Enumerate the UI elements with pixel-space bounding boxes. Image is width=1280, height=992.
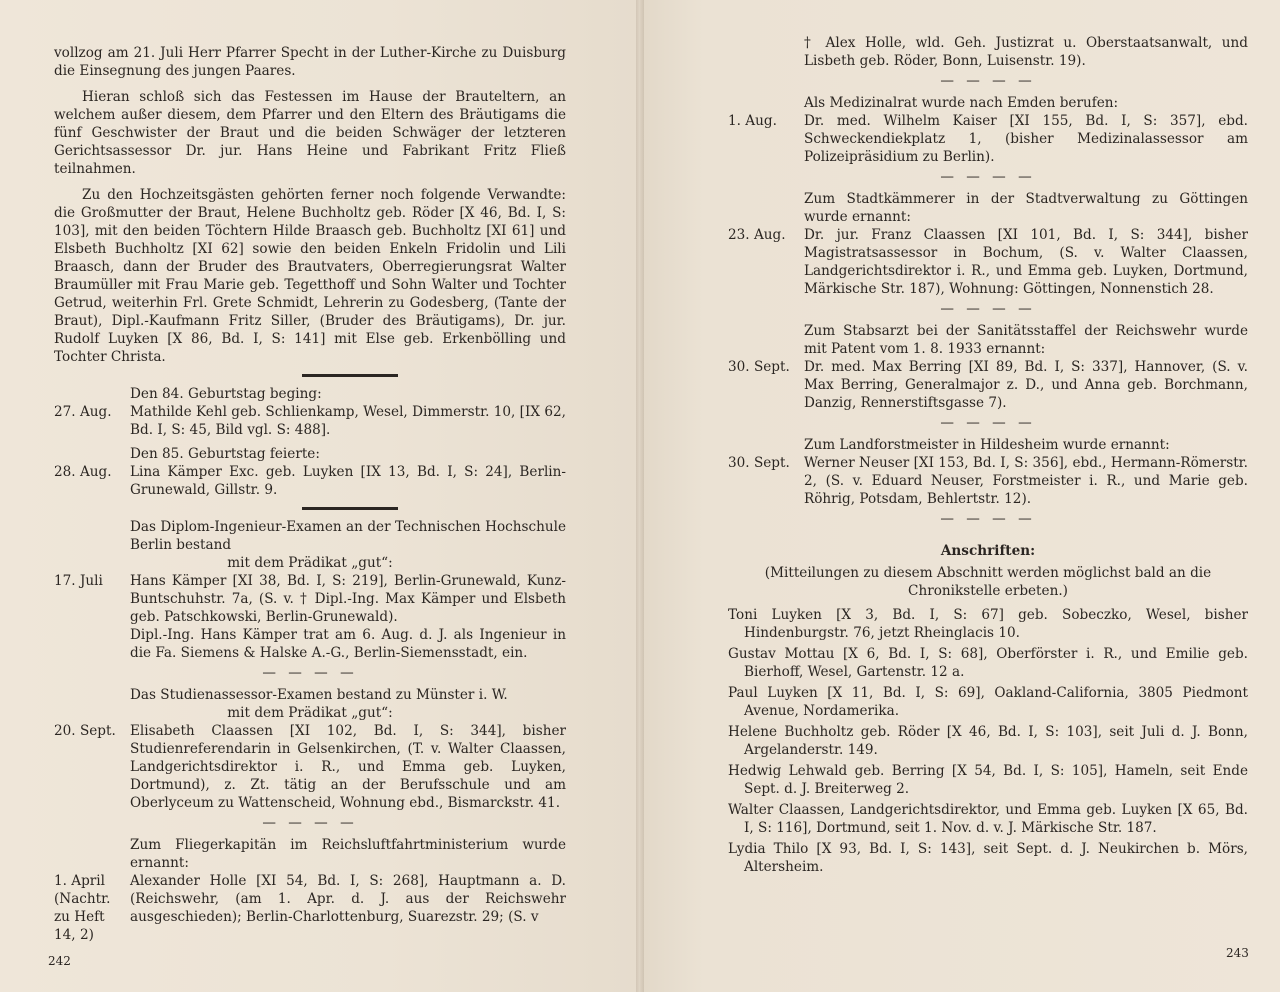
entry-body: Elisabeth Claassen [XI 102, Bd. I, S: 344], bisher Studienreferendarin in Gelsenkirchen, (T. v. Walter Claassen, Landgerichtsdirektor i. R., und Emma geb. Luyken, Dortmund), z. Zt. tätig an der Berufsschule und am Oberlyceum zu Wattenscheid, Wohnung ebd., Bismarckstr. 41. (130, 723, 566, 811)
paragraph: vollzog am 21. Juli Herr Pfarrer Specht in der Luther-Kirche zu Duisburg die Einsegnung des jungen Paares. (54, 45, 566, 79)
entry-date: 30. Sept. (728, 455, 790, 471)
addresses-title: Anschriften: (940, 543, 1036, 559)
address-item: Walter Claassen, Landgerichtsdirektor, und Emma geb. Luyken [X 65, Bd. I, S: 116], Dortmund, seit 1. Nov. d. v. J. Märkische Str. 187. (728, 802, 1248, 836)
entry-body: Alexander Holle [XI 54, Bd. I, S: 268], Hauptmann a. D. (Reichswehr, (am 1. Apr. d. J. aus der Reichswehr ausgeschieden); Berlin-Charlottenburg, Suarezstr. 29; (S. v (130, 873, 566, 925)
right-column (728, 34, 1248, 879)
address-item: Helene Buchholtz geb. Röder [X 46, Bd. I, S: 103], seit Juli d. J. Bonn, Argelanderstr. 149. (728, 724, 1248, 758)
section-subheading: mit dem Prädikat „gut“: (227, 705, 393, 721)
entry-date: 30. Sept. (728, 359, 790, 375)
address-item: Hedwig Lehwald geb. Berring [X 54, Bd. I, S: 105], Hameln, seit Ende Sept. d. J. Breiterweg 2. (728, 763, 1248, 797)
entry-note: Dipl.-Ing. Hans Kämper trat am 6. Aug. d. J. als Ingenieur in die Fa. Siemens & Halske A.-G., Berlin-Siemensstadt, ein. (130, 627, 566, 661)
entry-body: Mathilde Kehl geb. Schlienkamp, Wesel, Dimmerstr. 10, [IX 62, Bd. I, S: 45, Bild vgl. S: 488]. (130, 404, 566, 438)
separator: — — — — (262, 665, 358, 681)
entry (54, 572, 566, 626)
page-number: 242 (48, 954, 71, 968)
entry (54, 872, 566, 944)
section-heading: Zum Stabsarzt bei der Sanitätsstaffel der Reichswehr wurde mit Patent vom 1. 8. 1933 ernannt: (804, 323, 1248, 357)
entry-body: Werner Neuser [XI 153, Bd. I, S: 356], ebd., Hermann-Römerstr. 2, (S. v. Eduard Neuser, Forstmeister i. R., und Marie geb. Röhrig, Potsdam, Behlertstr. 12). (804, 455, 1248, 507)
page-number: 243 (1226, 946, 1249, 960)
entry-continuation: † Alex Holle, wld. Geh. Justizrat u. Oberstaatsanwalt, und Lisbeth geb. Röder, Bonn, Luisenstr. 19). (804, 35, 1248, 69)
separator: — — — — (940, 511, 1036, 527)
separator: — — — — (940, 73, 1036, 89)
address-item: Lydia Thilo [X 93, Bd. I, S: 143], seit Sept. d. J. Neukirchen b. Mörs, Altersheim. (728, 841, 1248, 875)
separator: — — — — (940, 169, 1036, 185)
address-list (728, 606, 1248, 876)
entry-body: Hans Kämper [XI 38, Bd. I, S: 219], Berlin-Grunewald, Kunz-Buntschuhstr. 7a, (S. v. † Dipl.-Ing. Max Kämper und Elsbeth geb. Patschkowski, Berlin-Grunewald). (130, 573, 566, 625)
section-heading: Den 85. Geburtstag feierte: (130, 446, 320, 462)
separator: — — — — (262, 815, 358, 831)
section-heading: Den 84. Geburtstag beging: (130, 386, 322, 402)
section-heading: Das Diplom-Ingenieur-Examen an der Technischen Hochschule Berlin bestand (130, 519, 566, 553)
entry-body: Dr. jur. Franz Claassen [XI 101, Bd. I, S: 344], bisher Magistratsassessor in Bochum, (S. v. Walter Claassen, Landgerichtsdirektor i. R., und Emma geb. Luyken, Dortmund, Märkische Str. 187), Wohnung: Göttingen, Nonnenstich 28. (804, 227, 1248, 297)
addresses-note: (Mitteilungen zu diesem Abschnitt werden möglichst bald an die Chronikstelle erbeten.) (764, 565, 1212, 599)
section-heading: Als Medizinalrat wurde nach Emden berufen: (804, 95, 1119, 111)
entry (54, 722, 566, 812)
entry-body: Lina Kämper Exc. geb. Luyken [IX 13, Bd. I, S: 24], Berlin-Grunewald, Gillstr. 9. (130, 464, 566, 498)
book-gutter (636, 0, 644, 992)
entry-date: 27. Aug. (54, 404, 112, 420)
section-heading: Zum Landforstmeister in Hildesheim wurde ernannt: (804, 437, 1170, 453)
entry-date: 28. Aug. (54, 464, 112, 480)
entry-date: 17. Juli (54, 573, 103, 589)
entry (728, 226, 1248, 298)
separator: — — — — (940, 301, 1036, 317)
section-rule (302, 374, 398, 377)
left-column (54, 44, 566, 944)
address-item: Toni Luyken [X 3, Bd. I, S: 67] geb. Sobeczko, Wesel, bisher Hindenburgstr. 76, jetzt Rheinglacis 10. (728, 607, 1248, 641)
entry (728, 454, 1248, 508)
paragraph: Hieran schloß sich das Festessen im Hause der Brauteltern, an welchem außer diesem, dem Pfarrer und den Eltern des Bräutigams die fünf Geschwister der Braut und die beiden Schwäger der letzteren Gerichtsassessor Dr. jur. Hans Heine und Fabrikant Fritz Fließ teilnahmen. (54, 89, 566, 177)
section-heading: Zum Fliegerkapitän im Reichsluftfahrtministerium wurde ernannt: (130, 837, 566, 871)
entry-date: 1. Aug. (728, 113, 777, 129)
separator: — — — — (940, 415, 1036, 431)
address-item: Gustav Mottau [X 6, Bd. I, S: 68], Oberförster i. R., und Emilie geb. Bierhoff, Wesel, Gartenstr. 12 a. (728, 646, 1248, 680)
section-rule (302, 507, 398, 510)
entry (54, 403, 566, 439)
address-item: Paul Luyken [X 11, Bd. I, S: 69], Oakland-California, 3805 Piedmont Avenue, Nordamerika. (728, 685, 1248, 719)
page-right (640, 0, 1280, 992)
section-heading: Das Studienassessor-Examen bestand zu Münster i. W. (130, 687, 508, 703)
entry-body: Dr. med. Wilhelm Kaiser [XI 155, Bd. I, S: 357], ebd. Schweckendiekplatz 1, (bisher Medizinalassessor am Polizeipräsidium zu Berlin). (804, 113, 1248, 165)
entry (728, 358, 1248, 412)
entry (728, 112, 1248, 166)
section-subheading: mit dem Prädikat „gut“: (227, 555, 393, 571)
entry-body: Dr. med. Max Berring [XI 89, Bd. I, S: 337], Hannover, (S. v. Max Berring, Generalmajor z. D., und Anna geb. Borchmann, Danzig, Rennerstiftsgasse 7). (804, 359, 1248, 411)
paragraph: Zu den Hochzeitsgästen gehörten ferner noch folgende Verwandte: die Großmutter der Braut, Helene Buchholtz geb. Röder [X 46, Bd. I, S: 103], mit den beiden Töchtern Hilde Braasch geb. Buchholtz [XI 61] und Elsbeth Buchholtz [XI 62] sowie den beiden Enkeln Fridolin und Lili Braasch, dann der Bruder des Brautvaters, Oberregierungsrat Walter Braumüller mit Frau Marie geb. Tegetthoff und Sohn Walter und Tochter Getrud, weiterhin Frl. Grete Schmidt, Lehrerin zu Godesberg, (Tante der Braut), Dipl.-Kaufmann Fritz Siller, (Bruder des Bräutigams), Dr. jur. Rudolf Luyken [X 86, Bd. I, S: 141] mit Else geb. Erkenbölling und Tochter Christa. (54, 187, 566, 365)
entry (54, 463, 566, 499)
entry-date: 1. April (Nachtr. zu Heft 14, 2) (54, 873, 111, 943)
entry-date: 20. Sept. (54, 723, 116, 739)
entry-date: 23. Aug. (728, 227, 786, 243)
section-heading: Zum Stadtkämmerer in der Stadtverwaltung zu Göttingen wurde ernannt: (804, 191, 1248, 225)
